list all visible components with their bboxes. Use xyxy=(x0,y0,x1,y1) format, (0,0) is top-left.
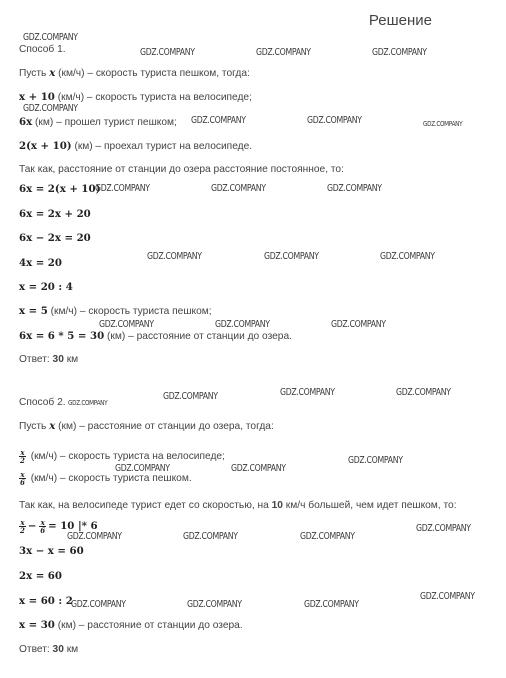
watermark-logo: GDZ.COMPANY xyxy=(396,387,451,398)
method2-line2: $\frac{x}{2}$ (км/ч) – скорость туриста на велосипеде; xyxy=(20,448,225,465)
method1-eq5: x = 20 : 4 xyxy=(19,281,73,293)
method2-line4: Так как, на велосипеде турист едет со скоростью, на 10 км/ч большей, чем идет пешком, то: xyxy=(19,500,457,511)
method1-line6: x = 5 (км/ч) – скорость туриста пешком; xyxy=(19,305,212,317)
method1-eq2: 6x = 2x + 20 xyxy=(19,208,91,220)
watermark-logo: GDZ.COMPANY xyxy=(231,463,286,474)
method2-eq1: $\frac{x}{2}$ − $\frac{x}{6}$ = 10 |* 6 xyxy=(20,518,98,535)
method1-eq4: 4x = 20 xyxy=(19,257,62,269)
method1-heading: Способ 1. xyxy=(19,44,66,55)
watermark-logo: GDZ.COMPANY xyxy=(71,599,126,610)
watermark-logo: GDZ.COMPANY xyxy=(300,531,355,542)
watermark-logo: GDZ.COMPANY xyxy=(163,391,218,402)
method2-eq3: 2x = 60 xyxy=(19,570,62,582)
method1-line7: 6x = 6 * 5 = 30 (км) – расстояние от станции до озера. xyxy=(19,330,292,342)
method1-line1: Пусть x (км/ч) – скорость туриста пешком, тогда: xyxy=(19,67,250,79)
watermark-logo: GDZ.COMPANY xyxy=(99,319,154,330)
watermark-logo: GDZ.COMPANY xyxy=(348,455,403,466)
method1-line3: 6x (км) – прошел турист пешком; xyxy=(19,116,177,128)
watermark-logo: GDZ.COMPANY xyxy=(307,115,362,126)
watermark-logo: GDZ.COMPANY xyxy=(380,251,435,262)
watermark-logo: GDZ.COMPANY xyxy=(416,523,471,534)
method1-line5: Так как, расстояние от станции до озера расстояние постоянное, то: xyxy=(19,164,344,175)
watermark-logo: GDZ.COMPANY xyxy=(187,599,242,610)
watermark-logo: GDZ.COMPANY xyxy=(264,251,319,262)
method1-answer: Ответ: 30 км xyxy=(19,354,79,365)
method1-line4: 2(x + 10) (км) – проехал турист на велосипеде. xyxy=(19,140,253,152)
method2-line5: x = 30 (км) – расстояние от станции до озера. xyxy=(19,619,243,631)
page-title: Решение xyxy=(368,12,432,29)
method2-eq4: x = 60 : 2 xyxy=(19,595,73,607)
watermark-logo: GDZ.COMPANY xyxy=(420,591,475,602)
watermark-logo: GDZ.COMPANY xyxy=(95,183,150,194)
watermark-logo: GDZ.COMPANY xyxy=(215,319,270,330)
watermark-logo: GDZ.COMPANY xyxy=(304,599,359,610)
watermark-logo: GDZ.COMPANY xyxy=(183,531,238,542)
fraction: $\frac{x}{6}$ xyxy=(20,470,25,487)
watermark-logo: GDZ.COMPANY xyxy=(211,183,266,194)
watermark-logo: GDZ.COMPANY xyxy=(23,32,78,43)
watermark-logo: GDZ.COMPANY xyxy=(280,387,335,398)
watermark-logo: GDZ.COMPANY xyxy=(191,115,246,126)
method1-line2: x + 10 (км/ч) – скорость туриста на велосипеде; xyxy=(19,91,252,103)
watermark-logo: GDZ.COMPANY xyxy=(23,103,78,114)
fraction: $\frac{x}{2}$ xyxy=(20,518,25,535)
watermark-logo: GDZ.COMPANY xyxy=(67,531,122,542)
method2-answer: Ответ: 30 км xyxy=(19,644,79,655)
method2-eq2: 3x − x = 60 xyxy=(19,545,84,557)
fraction: $\frac{x}{6}$ xyxy=(40,518,46,535)
method1-eq3: 6x − 2x = 20 xyxy=(19,232,91,244)
watermark-logo: GDZ.COMPANY xyxy=(256,47,311,58)
watermark-logo: GDZ.COMPANY xyxy=(140,47,195,58)
watermark-logo: GDZ.COMPANY xyxy=(331,319,386,330)
method2-line1: Пусть x (км) – расстояние от станции до озера, тогда: xyxy=(19,420,274,432)
method2-heading: Способ 2. xyxy=(19,397,66,408)
watermark-logo: GDZ.COMPANY xyxy=(115,463,170,474)
method1-eq1: 6x = 2(x + 10) xyxy=(19,183,101,195)
method2-line3: $\frac{x}{6}$ (км/ч) – скорость туриста пешком. xyxy=(20,470,192,487)
fraction: $\frac{x}{2}$ xyxy=(20,448,25,465)
watermark-logo: GDZ.COMPANY xyxy=(68,399,108,407)
watermark-logo: GDZ.COMPANY xyxy=(372,47,427,58)
watermark-logo: GDZ.COMPANY xyxy=(327,183,382,194)
watermark-logo: GDZ.COMPANY xyxy=(423,120,463,128)
watermark-logo: GDZ.COMPANY xyxy=(147,251,202,262)
